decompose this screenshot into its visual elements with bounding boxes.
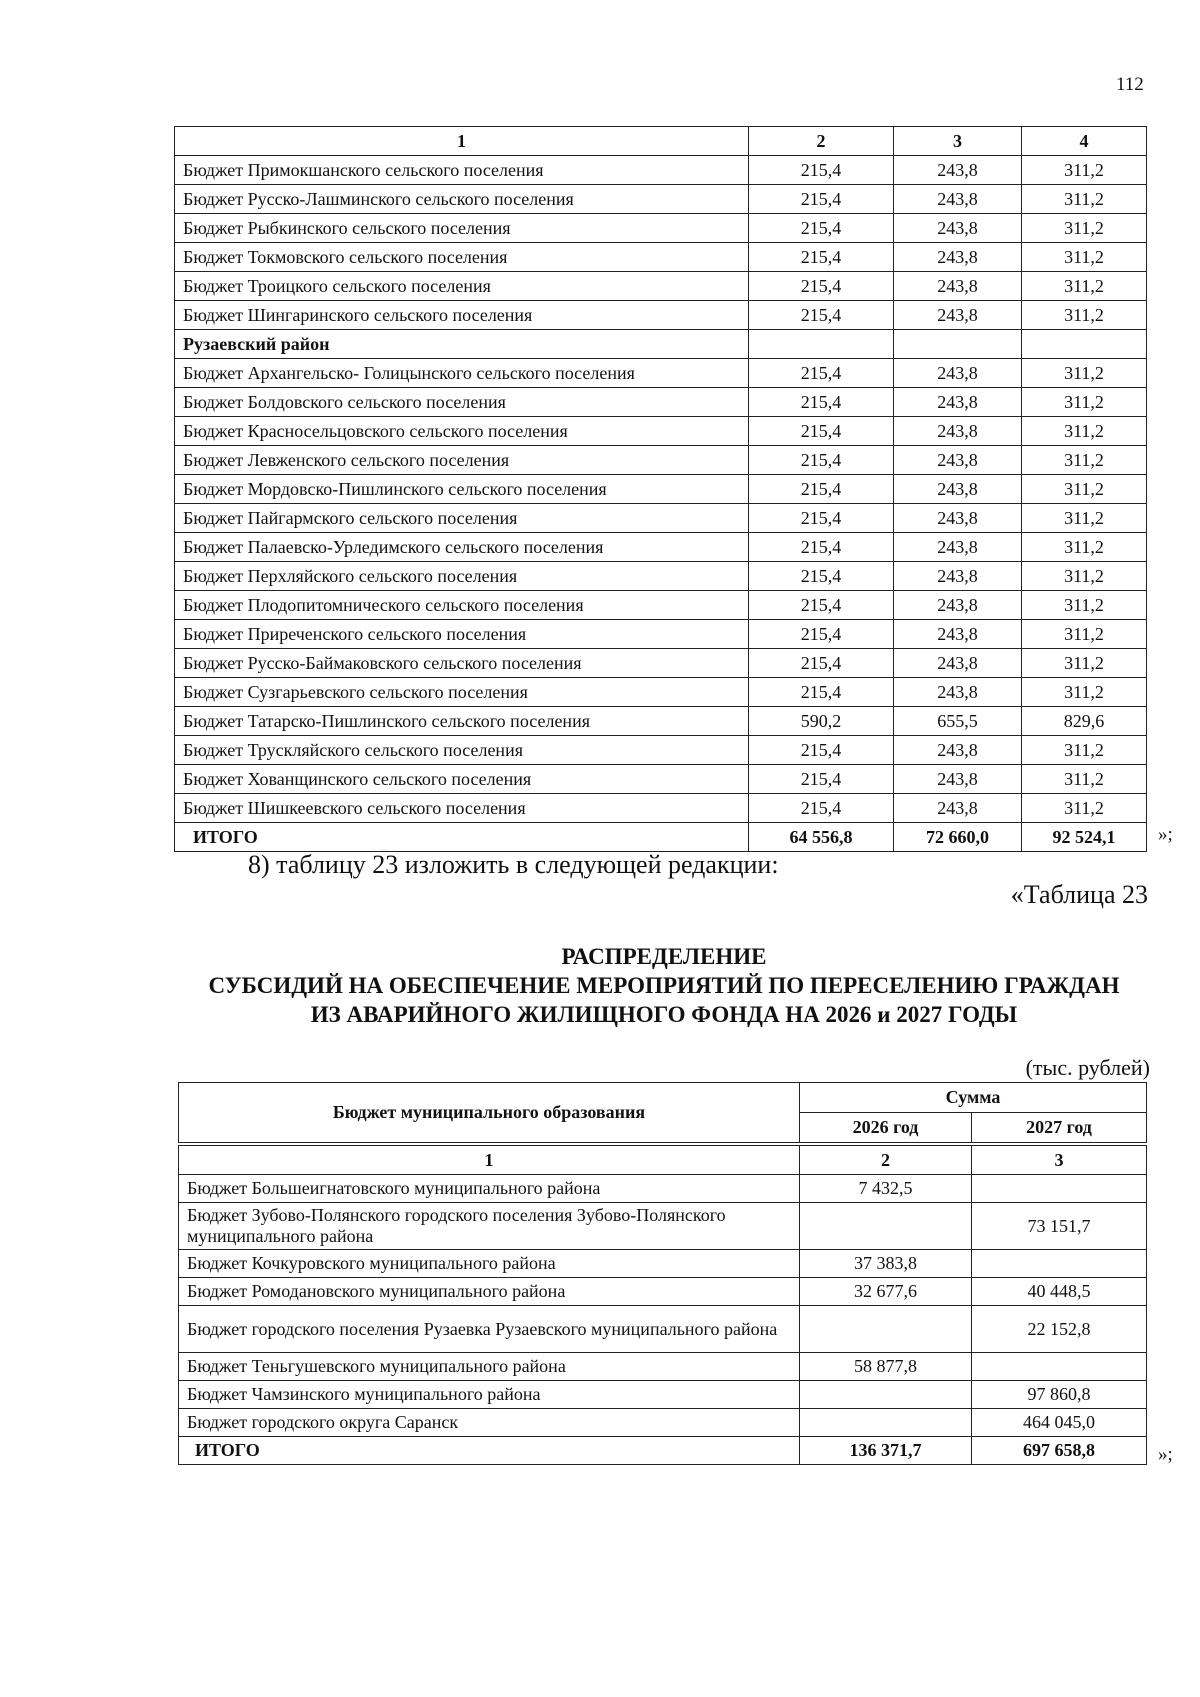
value-col-2: 215,4	[749, 272, 894, 301]
table-row	[175, 185, 1147, 214]
column-number-3: 3	[894, 127, 1022, 156]
value-col-4: 311,2	[1022, 359, 1147, 388]
table-numbering-row	[179, 1146, 1147, 1175]
table-row	[175, 301, 1147, 330]
budget-name: Бюджет городского поселения Рузаевка Рузаевского муниципального района	[179, 1306, 800, 1353]
value-col-2: 215,4	[749, 591, 894, 620]
table-row	[175, 156, 1147, 185]
subsidy-table	[178, 1145, 1147, 1465]
table-row	[175, 214, 1147, 243]
value-col-3: 243,8	[894, 765, 1022, 794]
budget-name: Бюджет Палаевско-Урледимского сельского поселения	[175, 533, 749, 562]
table-row	[175, 359, 1147, 388]
value-col-4: 311,2	[1022, 446, 1147, 475]
value-col-2: 215,4	[749, 243, 894, 272]
value-col-3: 243,8	[894, 678, 1022, 707]
value-col-3: 243,8	[894, 214, 1022, 243]
amount-2026	[800, 1409, 972, 1437]
budget-name: Бюджет Чамзинского муниципального района	[179, 1381, 800, 1409]
budget-name: Бюджет Архангельско- Голицынского сельского поселения	[175, 359, 749, 388]
table-row	[175, 446, 1147, 475]
amount-2026	[800, 1203, 972, 1250]
table-row	[175, 707, 1147, 736]
value-col-2: 215,4	[749, 359, 894, 388]
table-row	[179, 1278, 1147, 1306]
value-col-4: 311,2	[1022, 301, 1147, 330]
column-number-1: 1	[179, 1146, 800, 1175]
amount-2027: 40 448,5	[972, 1278, 1147, 1306]
value-col-3: 243,8	[894, 562, 1022, 591]
amendment-instruction: 8) таблицу 23 изложить в следующей редакции:	[248, 850, 779, 879]
total-col-2: 64 556,8	[749, 823, 894, 852]
value-col-4	[1022, 330, 1147, 359]
table-row	[179, 1409, 1147, 1437]
budget-name: Бюджет Красносельцовского сельского поселения	[175, 417, 749, 446]
table-row	[175, 562, 1147, 591]
amount-2027: 464 045,0	[972, 1409, 1147, 1437]
table-row	[175, 765, 1147, 794]
table-row	[179, 1250, 1147, 1278]
table-village-budgets	[174, 126, 1147, 852]
budget-name: Бюджет Плодопитомнического сельского поселения	[175, 591, 749, 620]
table-row	[175, 243, 1147, 272]
value-col-2: 215,4	[749, 562, 894, 591]
table-row	[179, 1381, 1147, 1409]
budget-name: Бюджет городского округа Саранск	[179, 1409, 800, 1437]
units-note: (тыс. рублей)	[1025, 1055, 1150, 1080]
amount-2027: 22 152,8	[972, 1306, 1147, 1353]
value-col-4: 311,2	[1022, 475, 1147, 504]
value-col-3: 243,8	[894, 156, 1022, 185]
budget-name: Рузаевский район	[175, 330, 749, 359]
budget-name: Бюджет Мордовско-Пишлинского сельского поселения	[175, 475, 749, 504]
budget-name: Бюджет Шингаринского сельского поселения	[175, 301, 749, 330]
value-col-3: 243,8	[894, 243, 1022, 272]
heading-line: СУБСИДИЙ НА ОБЕСПЕЧЕНИЕ МЕРОПРИЯТИЙ ПО ПЕРЕСЕЛЕНИЮ ГРАЖДАН	[208, 973, 1120, 998]
budget-name: Бюджет Татарско-Пишлинского сельского поселения	[175, 707, 749, 736]
budget-name: Бюджет Кочкуровского муниципального района	[179, 1250, 800, 1278]
value-col-3: 243,8	[894, 359, 1022, 388]
header-sum: Сумма	[800, 1083, 1147, 1113]
value-col-3: 243,8	[894, 504, 1022, 533]
budget-name: Бюджет Перхляйского сельского поселения	[175, 562, 749, 591]
total-label: ИТОГО	[179, 1437, 800, 1465]
value-col-4: 311,2	[1022, 794, 1147, 823]
value-col-3: 243,8	[894, 620, 1022, 649]
budget-name: Бюджет Трускляйского сельского поселения	[175, 736, 749, 765]
budget-name: Бюджет Хованщинского сельского поселения	[175, 765, 749, 794]
value-col-4: 311,2	[1022, 272, 1147, 301]
value-col-2: 215,4	[749, 533, 894, 562]
amount-2026	[800, 1381, 972, 1409]
amount-2027	[972, 1250, 1147, 1278]
value-col-3: 243,8	[894, 446, 1022, 475]
value-col-2: 215,4	[749, 301, 894, 330]
page-number: 112	[1116, 74, 1144, 95]
value-col-2: 215,4	[749, 736, 894, 765]
budget-name: Бюджет Сузгарьевского сельского поселения	[175, 678, 749, 707]
column-number-2: 2	[800, 1146, 972, 1175]
amount-2026: 7 432,5	[800, 1175, 972, 1203]
value-col-4: 311,2	[1022, 736, 1147, 765]
budget-name: Бюджет Примокшанского сельского поселения	[175, 156, 749, 185]
column-number-2: 2	[749, 127, 894, 156]
value-col-4: 311,2	[1022, 765, 1147, 794]
budget-name: Бюджет Теньгушевского муниципального района	[179, 1353, 800, 1381]
value-col-3: 243,8	[894, 272, 1022, 301]
heading-line: ИЗ АВАРИЙНОГО ЖИЛИЩНОГО ФОНДА НА 2026 и 2027 ГОДЫ	[310, 1002, 1018, 1027]
table-label: «Таблица 23	[1010, 880, 1148, 909]
value-col-4: 311,2	[1022, 388, 1147, 417]
value-col-2: 215,4	[749, 678, 894, 707]
budget-name: Бюджет Русско-Баймаковского сельского поселения	[175, 649, 749, 678]
value-col-3: 243,8	[894, 794, 1022, 823]
value-col-4: 311,2	[1022, 504, 1147, 533]
budget-name: Бюджет Приреченского сельского поселения	[175, 620, 749, 649]
heading-line: РАСПРЕДЕЛЕНИЕ	[561, 944, 767, 969]
value-col-3: 655,5	[894, 707, 1022, 736]
table-row	[179, 1175, 1147, 1203]
table-row	[175, 533, 1147, 562]
value-col-2: 215,4	[749, 794, 894, 823]
value-col-2: 215,4	[749, 185, 894, 214]
value-col-3: 243,8	[894, 475, 1022, 504]
value-col-4: 311,2	[1022, 417, 1147, 446]
value-col-4: 829,6	[1022, 707, 1147, 736]
budget-name: Бюджет Троицкого сельского поселения	[175, 272, 749, 301]
value-col-2: 215,4	[749, 417, 894, 446]
amount-2026: 58 877,8	[800, 1353, 972, 1381]
amount-2026: 32 677,6	[800, 1278, 972, 1306]
table-row	[175, 475, 1147, 504]
column-number-4: 4	[1022, 127, 1147, 156]
value-col-2: 215,4	[749, 765, 894, 794]
value-col-3	[894, 330, 1022, 359]
column-number-1: 1	[175, 127, 749, 156]
amount-2027	[972, 1353, 1147, 1381]
value-col-3: 243,8	[894, 533, 1022, 562]
total-col-4: 92 524,1	[1022, 823, 1147, 852]
value-col-2: 215,4	[749, 620, 894, 649]
table-row	[175, 649, 1147, 678]
total-label: ИТОГО	[175, 823, 749, 852]
amount-2026	[800, 1306, 972, 1353]
table-row	[175, 504, 1147, 533]
value-col-2: 215,4	[749, 446, 894, 475]
value-col-4: 311,2	[1022, 533, 1147, 562]
budget-name: Бюджет Токмовского сельского поселения	[175, 243, 749, 272]
closing-quote: »;	[1158, 824, 1173, 845]
total-col-3: 72 660,0	[894, 823, 1022, 852]
table-row	[175, 388, 1147, 417]
table-row	[179, 1306, 1147, 1353]
total-row	[179, 1437, 1147, 1465]
subsidy-table-header	[178, 1082, 1147, 1143]
column-number-3: 3	[972, 1146, 1147, 1175]
value-col-4: 311,2	[1022, 156, 1147, 185]
value-col-4: 311,2	[1022, 562, 1147, 591]
value-col-3: 243,8	[894, 185, 1022, 214]
value-col-2: 215,4	[749, 649, 894, 678]
value-col-4: 311,2	[1022, 620, 1147, 649]
value-col-2: 215,4	[749, 156, 894, 185]
table-row	[175, 272, 1147, 301]
table-row	[175, 678, 1147, 707]
value-col-4: 311,2	[1022, 591, 1147, 620]
budget-name: Бюджет Пайгармского сельского поселения	[175, 504, 749, 533]
amount-2026: 37 383,8	[800, 1250, 972, 1278]
amount-2027: 97 860,8	[972, 1381, 1147, 1409]
value-col-3: 243,8	[894, 417, 1022, 446]
table-row	[175, 591, 1147, 620]
table-row	[179, 1353, 1147, 1381]
table-row	[175, 794, 1147, 823]
total-2027: 697 658,8	[972, 1437, 1147, 1465]
amount-2027	[972, 1175, 1147, 1203]
table-row	[175, 417, 1147, 446]
budget-name: Бюджет Ромодановского муниципального района	[179, 1278, 800, 1306]
value-col-4: 311,2	[1022, 185, 1147, 214]
total-2026: 136 371,7	[800, 1437, 972, 1465]
value-col-3: 243,8	[894, 736, 1022, 765]
table-heading	[174, 942, 1154, 1029]
table-row	[179, 1203, 1147, 1250]
table-header-row	[175, 127, 1147, 156]
value-col-2: 215,4	[749, 214, 894, 243]
budget-name: Бюджет Шишкеевского сельского поселения	[175, 794, 749, 823]
header-year-2026: 2026 год	[800, 1113, 972, 1143]
value-col-4: 311,2	[1022, 649, 1147, 678]
value-col-4: 311,2	[1022, 678, 1147, 707]
value-col-3: 243,8	[894, 591, 1022, 620]
budget-name: Бюджет Русско-Лашминского сельского поселения	[175, 185, 749, 214]
total-row	[175, 823, 1147, 852]
value-col-3: 243,8	[894, 301, 1022, 330]
budget-name: Бюджет Левженского сельского поселения	[175, 446, 749, 475]
value-col-4: 311,2	[1022, 214, 1147, 243]
table-row	[175, 620, 1147, 649]
value-col-2: 215,4	[749, 388, 894, 417]
budget-name: Бюджет Болдовского сельского поселения	[175, 388, 749, 417]
table-row	[175, 736, 1147, 765]
value-col-2: 215,4	[749, 475, 894, 504]
value-col-2	[749, 330, 894, 359]
value-col-2: 590,2	[749, 707, 894, 736]
value-col-3: 243,8	[894, 649, 1022, 678]
budget-name: Бюджет Рыбкинского сельского поселения	[175, 214, 749, 243]
value-col-4: 311,2	[1022, 243, 1147, 272]
budget-name: Бюджет Большеигнатовского муниципального района	[179, 1175, 800, 1203]
header-budget-column: Бюджет муниципального образования	[179, 1083, 800, 1143]
table-group-row	[175, 330, 1147, 359]
header-year-2027: 2027 год	[972, 1113, 1147, 1143]
budget-name: Бюджет Зубово-Полянского городского поселения Зубово-Полянского муниципального района	[179, 1203, 800, 1250]
closing-quote: »;	[1158, 1444, 1173, 1465]
amount-2027: 73 151,7	[972, 1203, 1147, 1250]
value-col-2: 215,4	[749, 504, 894, 533]
value-col-3: 243,8	[894, 388, 1022, 417]
